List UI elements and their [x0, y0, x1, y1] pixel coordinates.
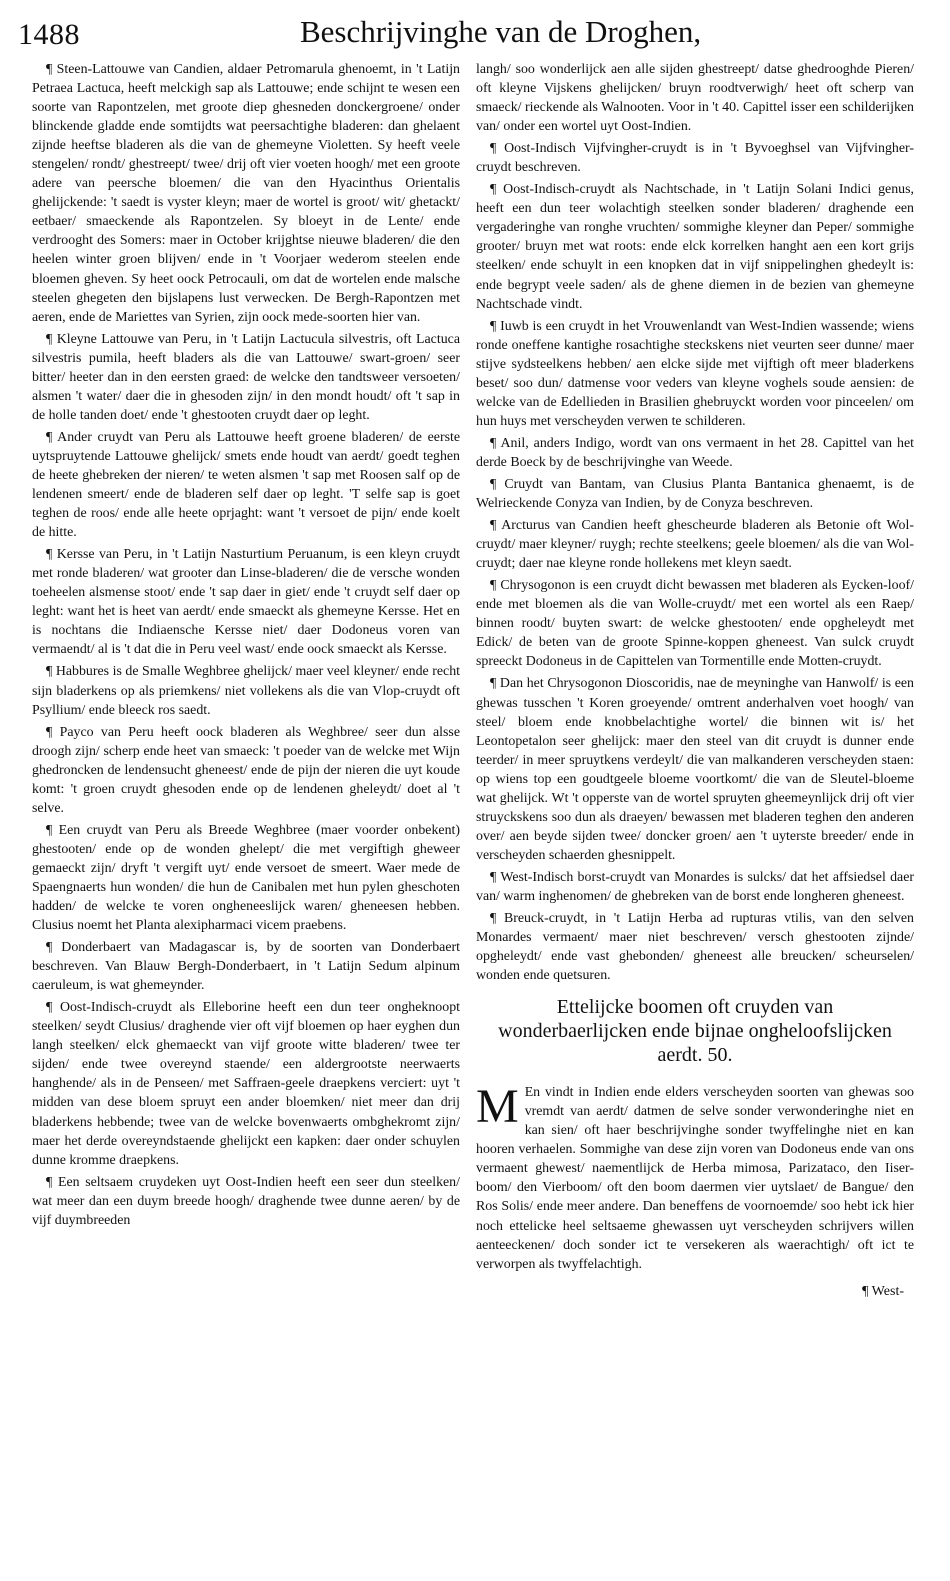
- right-column: [476, 60, 914, 1570]
- paragraph: ¶ Een seltsaem cruydeken uyt Oost-Indien heeft een seer dun steelken/ wat meer dan een duym breede hoogh/ draghende twee dunne aeren/ by de vijf duymbreeden: [32, 1174, 460, 1228]
- paragraph: ¶ Een cruydt van Peru als Breede Weghbree (maer voorder onbekent) ghestooten/ ende op de wonden ghelept/ die met vergiftigh gheweer gemaeckt zijn/ dryft 't vergift uyt/ ende versoet de smeert. Waer mede de Spaengnaerts hun wonden/ die hun de Canibalen met hun pylen gheschoten hadden/ de welcke te voren ongheneeslijck waren/ gheneesen hebben. Clusius noemt het Planta alexipharmaci vicem praebens.: [32, 822, 460, 934]
- drop-cap-initial: M: [476, 1080, 519, 1134]
- paragraph: ¶ Chrysogonon is een cruydt dicht bewassen met bladeren als Eycken-loof/ ende met bloemen als die van Wolle-cruydt/ met een wortel als een Raep/ binnen roodt/ buyten swart: de welcke ghestooten/ ende opgheleydt met Edick/ de beten van de groote Spinne-koppen gheneest. Van sulck cruydt spreeckt Dodoneus in de Capittelen van Tormentille ende Motten-cruydt.: [476, 578, 914, 670]
- paragraph: ¶ Donderbaert van Madagascar is, by de soorten van Donderbaert beschreven. Van Blauw Bergh-Donderbaert, in 't Latijn Sedum alpinum caeruleum, is wat ghemeynder.: [32, 940, 460, 994]
- paragraph: ¶ Kleyne Lattouwe van Peru, in 't Latijn Lactucula silvestris, oft Lactuca silvestris pumila, heeft bladers als die van Lattouwe/ swart-groen/ seer bitter/ heeter dan in den eersten graed: de welcke den tandtsweer versoeten/ alsmen 't water/ daer die in ghesoden zijn/ in den mondt houdt/ oft 't sap in de holle tanden doet/ ende 't ghestooten cruydt daer op leght.: [32, 331, 460, 423]
- paragraph: ¶ Ander cruydt van Peru als Lattouwe heeft groene bladeren/ de eerste uytspruytende Lattouwe ghelijck/ smets ende houdt van aerdt/ goedt teghen de heete ghebreken der nieren/ te weten alsmen 't sap met Roosen salf op de lendenen smeert/ ende de bladeren self daer op leght. 'T selfe sap is goet teghen de roos/ ende alle heete oprjaght: want 't versoet de pijn/ ende koelt de hitte.: [32, 429, 460, 541]
- paragraph: ¶ Steen-Lattouwe van Candien, aldaer Petromarula ghenoemt, in 't Latijn Petraea Lactuca, heeft melckigh sap als Lattouwe; ende schijnt te wesen een soorte van Rapontzelen, met groote diep ghesneden donckergroene/ onder blinckende gladde ende somtijdts wat peersachtighe bladeren: dan ghelaent zijnde heeftse bladeren als die van de ghemeyne Violetten. Sy heeft veele stengelen/ rondt/ ghestreept/ twee/ drij oft vier voeten hoogh/ met een groote adere van peersche bloemen/ die van den Hyacinthus Orientalis ghelijckende: 't saedt is vyster kleyn; maer de wortel is groot/ wit/ ghetackt/ eetbaer/ smaeckende als Rapontzelen. Sy bloeyt in de Lente/ ende verdrooght des Somers: maer in October krijghtse nieuwe bladeren/ die den heelen winter groen blijven/ ende in 't Voorjaer wederom steelen ende bloemen gheven. Sy heet oock Petrocauli, om dat de wortelen ende malsche steelen ghegeten den bijslapens lust verwecken. De Bergh-Rapontzen met aeren, ende de Mariettes van Syrien, zijn oock mede-soorten hier van.: [32, 62, 460, 325]
- paragraph: ¶ Cruydt van Bantam, van Clusius Planta Bantanica ghenaemt, is de Welrieckende Conyza van Indien, by de Conyza beschreven.: [476, 476, 914, 512]
- paragraph: ¶ Breuck-cruydt, in 't Latijn Herba ad rupturas vtilis, van den selven Monardes vermaent/ maer niet beschreven/ versch ghestooten zijnde/ opgheleydt/ ende vast ghebonden/ gheneest alle breucken/ scheurselen/ wonden ende quetsuren.: [476, 911, 914, 984]
- section-intro: [476, 1080, 914, 1273]
- paragraph: ¶ Iuwb is een cruydt in het Vrouwenlandt van West-Indien wassende; wiens ronde oneffene kantighe rosachtighe steckskens niet veurten seer dunne/ maer stijve sydsteelkens hebben/ aen elcke sijde met vijftigh oft meer bladerkens beset/ soo dun/ datmense voor veders van kleyne voghels soude aensien: de welcke van de Edellieden in Brasilien ghebruyckt worden voor pinceelen/ om hun huys met verscheyden verwen te schilderen.: [476, 318, 914, 429]
- page-number: 1488: [18, 18, 80, 51]
- paragraph: ¶ Anil, anders Indigo, wordt van ons vermaent in het 28. Capittel van het derde Boeck by de beschrijvinghe van Weede.: [476, 435, 914, 470]
- paragraph: ¶ Oost-Indisch Vijfvingher-cruydt is in 't Byvoeghsel van Vijfvingher-cruydt beschreven.: [476, 141, 914, 176]
- running-title: Beschrijvinghe van de Droghen,: [300, 14, 702, 49]
- paragraph: ¶ Payco van Peru heeft oock bladeren als Weghbree/ seer dun alsse droogh zijn/ scherp ende heet van smaeck: 't poeder van de welcke met Wijn ghedroncken de lendensucht gheneest/ ende de pijn der nieren die uyt koude komt: 't groen cruydt ghesoden ende op de lendenen gheleydt/ doet al 't selve.: [32, 724, 460, 816]
- catchword: ¶ West-: [862, 1283, 904, 1299]
- paragraph: ¶ Dan het Chrysogonon Dioscoridis, nae de meyninghe van Hanwolf/ is een ghewas tusschen 't Koren groeyende/ omtrent anderhalven voet hoogh/ van steel/ bloem ende knobbelachtighe wortel/ die binnen wit is/ het Leontopetalon seer ghelijck: maer den steel van dit cruydt is dunner ende teerder/ in meer spruytkens verdeylt/ die van malkanderen verscheyden staen: op wiens top een goudtgeele bloeme voortkomt/ die van de Sleutel-bloeme wat ghelijck. Wt 't opperste van de wortel spruyten gheemeynlijck drij oft vier struyckskens soo dun als draeyen/ bewassen met bladeren teghen den anderen over/ aen beyde sijden twee/ doncker groen/ aen 't uyterste breeder/ ende in verscheyden schaerden ghesnippelt.: [476, 676, 914, 863]
- paragraph: ¶ Oost-Indisch-cruydt als Elleborine heeft een dun teer ongheknoopt steelken/ seydt Clusius/ draghende vier oft vijf bloemen op haer eyghen dun langh steelken/ elck ghemaeckt van vijf groote witte bladeren/ twee ter sijden/ ende twee overeynd staende/ een aldergrootste neerwaerts hanghende/ als in de Penseen/ met Saffraen-geele draepkens verciert: uyt 't midden van dese bloem spruyt een ander bloemken/ niet meer dan drij bladerkens hebbende; twee van de welcke bovenwaerts ombghekromt zijn/ maer het derde overeyndstaende ghelijckt een kapken: daer onder schuylen dunne kromme draepkens.: [32, 1000, 460, 1168]
- paragraph: ¶ Oost-Indisch-cruydt als Nachtschade, in 't Latijn Solani Indici genus, heeft een dun teer wolachtigh steelken sonder bladeren/ draghende een vergaderinghe van ronghe vruchten/ sommighe kleyner dan Peper/ sommighe grooter/ bruyn met wat roots: ende elck korrelken hanght aen een kort grijs steelken/ ende schuylt in een knopken dat in vijf snippelinghen ghedeylt is: ende begrypt veele saden/ als de ghene diemen in de bezien van ghemeyne Nachtschade vindt.: [476, 182, 914, 312]
- paragraph: ¶ West-Indisch borst-cruydt van Monardes is sulcks/ dat het affsiedsel daer van/ warm inghenomen/ de ghebreken van de borst ende longheren gheneest.: [476, 869, 914, 904]
- section-intro-text: En vindt in Indien ende elders verscheyden soorten van ghewas soo vremdt van aerdt/ datmen de selve sonder verwonderinghe niet en kan sien/ oft haer beschrijvinghe sonder twyffelinghe niet en kan hooren verhaelen. Sommighe van dese zijn voren van Dodoneus ende van ons vermaent ghewest/ naementlijck de Herba mimosa, Parizataco, den Iiser-boom/ den Vierboom/ oft den boom daermen vier uytslaet/ de Bangue/ den Ros Solis/ ende meer andere. Dan beneffens de voornoemde/ soo hebt ick hier noch ettelicke heel seltsaeme ghewassen uyt verscheyden schrijvers willen aenteeckenen/ doch sonder ict te versekeren als waerachtigh/ oft ict te verworpen als twyffelachtigh.: [476, 1085, 914, 1272]
- paragraph: langh/ soo wonderlijck aen alle sijden ghestreept/ datse ghedrooghde Pieren/ oft kleyne Vijskens ghelijcken/ bruyn roodtverwigh/ heet oft scherp van smaeck/ rieckende als Walnooten. Voor in 't 40. Capittel isser een schilderijken van/ onder een wortel uyt Oost-Indien.: [476, 62, 914, 135]
- paragraph: ¶ Habbures is de Smalle Weghbree ghelijck/ maer veel kleyner/ ende recht sijn bladerkens op als priemkens/ niet vollekens als die van Vlop-cruydt oft Psyllium/ ende bleeck ros saedt.: [32, 664, 460, 718]
- left-column: [32, 60, 460, 1570]
- section-heading: Ettelijcke boomen oft cruyden van wonderbaerlijcken ende bijnae ongheloofslijcken aerdt. 50.: [498, 996, 892, 1067]
- paragraph: ¶ Kersse van Peru, in 't Latijn Nasturtium Peruanum, is een kleyn cruydt met ronde bladeren/ wat grooter dan Linse-bladeren/ die de versche wonden toeheelen alsmense stoot/ ende 't sap daer in giet/ ende 't cruydt self daer op leght: want het is heet van aerdt/ ende smaeckt als ghemeyne Kersse. Het en is nochtans die Indiaensche Kersse niet/ daer Dodoneus voren van vermaendt/ al is 't dat die in Peru veel wast/ ende oock smaeckt als Kersse.: [32, 547, 460, 658]
- paragraph: ¶ Arcturus van Candien heeft ghescheurde bladeren als Betonie oft Wol-cruydt/ maer kleyner/ ruygh; rechte steelkens; geele bloemen/ als die van Wol-cruydt; daer nae kleyne ronde hollekens met kleyn saedt.: [476, 518, 914, 572]
